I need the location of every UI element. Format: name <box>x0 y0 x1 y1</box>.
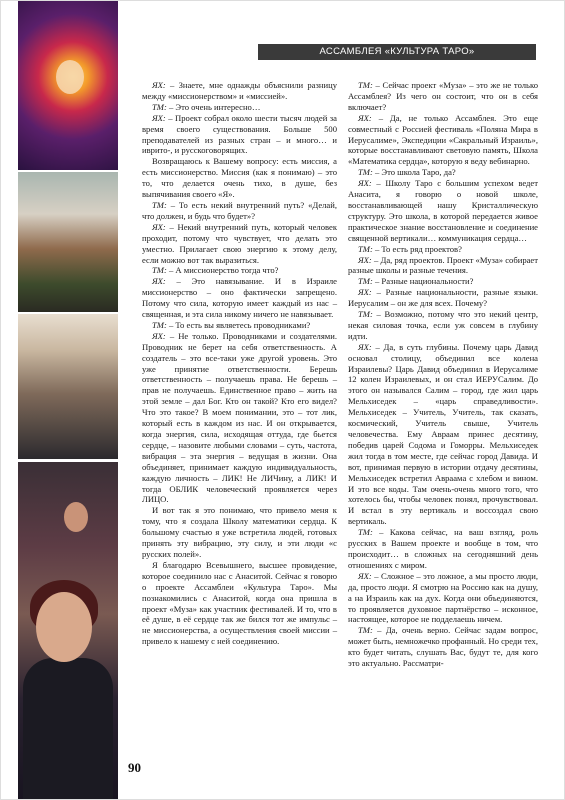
paragraph <box>348 625 538 669</box>
paragraph-text: Возвращаюсь к Вашему вопросу: есть миссия, а есть миссионерство. Миссия (как я понимаю) – это то, что делается очень тихо, в душе, без выпячивания своего «Я». <box>142 156 337 200</box>
paragraph-text: – Это очень интересно… <box>168 101 261 112</box>
paragraph-text: – То есть вы являетесь проводниками? <box>168 319 311 330</box>
speaker-label: ЯХ: <box>152 80 166 90</box>
speaker-label: ТМ: <box>152 265 167 276</box>
speaker-label: ЯХ: <box>358 341 372 352</box>
paragraph <box>348 178 538 243</box>
page-number: 90 <box>128 760 141 775</box>
paragraph-text: – Школу Таро с большим успехом ведет Анасита, я говорю о новой школе, восстанавливающей нашу Кристаллическую структуру. Это школа, в которой передается живое практическое знание восстановление и соединение священной вертикали… коммуникация сердца… <box>348 178 538 243</box>
speaker-portrait-photo <box>18 462 118 800</box>
artwork-face <box>56 60 84 94</box>
paragraph <box>142 200 337 222</box>
speaker-label: ТМ: <box>358 625 373 636</box>
paragraph-text: – То есть ряд проектов? <box>374 243 462 254</box>
paragraph-text: – Сложное – это ложное, а мы просто люди, да, просто люди. Я смотрю на Россию как на душу, а на Израиль как на дух. Когда они объединяются, то проявляется духовное партнёрство – исконное, настоящее, которое не подделаешь ничем. <box>348 570 538 625</box>
paragraph-text: – Некий внутренний путь, который человек проходит, потому что чувствует, что делать это уместно. Прилагает свою энергию к этому делу, если можно вот так выразиться. <box>142 221 337 265</box>
paragraph-text: – Да, очень верно. Сейчас задам вопрос, может быть, немножечко профанный. Но среди тех, кто будет читать, слушать Вас, будут те, для кого это актуально. Рассматри- <box>348 625 538 669</box>
paragraph <box>142 331 337 506</box>
paragraph <box>142 560 337 647</box>
right-text-column <box>348 80 538 669</box>
speaker-label: ЯХ: <box>358 178 372 189</box>
paragraph <box>348 527 538 571</box>
paragraph <box>142 156 337 200</box>
paragraph <box>142 320 337 331</box>
speaker-label: ТМ: <box>358 80 373 90</box>
paragraph-text: – Проект собрал около шести тысяч людей за время своего существования. Больше 500 преподавателей из разных стран – и много… и иврито-, и русскоговорящих. <box>142 112 337 156</box>
speaker-label: ЯХ: <box>152 221 166 232</box>
speaker-label: ЯХ: <box>152 112 166 123</box>
speaker-label: ЯХ: <box>358 112 372 123</box>
speaker-label: ЯХ: <box>358 254 372 265</box>
paragraph-text: – Это школа Таро, да? <box>374 167 456 178</box>
background-person <box>64 502 88 532</box>
speaker-label: ЯХ: <box>152 276 166 287</box>
paragraph <box>348 571 538 626</box>
speaker-label: ТМ: <box>358 167 373 178</box>
paragraph <box>348 342 538 527</box>
speaker-label: ТМ: <box>358 527 373 538</box>
speaker-label: ТМ: <box>152 319 167 330</box>
paragraph <box>142 113 337 157</box>
photo-strip <box>18 0 118 800</box>
paragraph <box>348 80 538 113</box>
speaker-face <box>36 592 92 662</box>
paragraph-text: – Да, не только Ассамблея. Это еще совместный с Россией фестиваль «Поляна Мира в Иерусалиме», Экспедиции «Сакральный Израиль», которые восстанавливают световую память, Школа «Математика сердца», которую я веду вебинарно. <box>348 112 538 167</box>
paragraph-text: – То есть некий внутренний путь? «Делай, что должен, и будь что будет»? <box>142 199 337 221</box>
speaker-label: ТМ: <box>152 101 167 112</box>
paragraph-text: Я благодарю Всевышнего, высшее провидение, которое соединило нас с Анаситой. Сейчас я говорю о проекте Ассамблеи «Культура Таро». Мы познакомились с Анаситой, когда она пришла в проект «Муза» как участник фестивалей. И то, что в её душе, в её сердце так же бился тот же импульс – не миссионерства, а осуществления своей миссии – привело к нашему с ней соединению. <box>142 559 337 647</box>
paragraph <box>142 102 337 113</box>
speaker-label: ЯХ: <box>358 287 372 298</box>
paragraph-text: – Какова сейчас, на ваш взгляд, роль русских в Вашем проекте и вообще в том, что происходит… в сложных на сегодняшний день отношениях с миром. <box>348 527 538 570</box>
section-header: АССАМБЛЕЯ «КУЛЬТУРА ТАРО» <box>258 44 536 60</box>
paragraph-text: – А миссионерство тогда что? <box>168 265 279 276</box>
speaker-label: ЯХ: <box>358 570 372 581</box>
paragraph <box>348 113 538 168</box>
paragraph-text: – Разные национальности? <box>374 276 474 287</box>
event-photo <box>18 314 118 459</box>
paragraph <box>348 244 538 255</box>
building-photo <box>18 172 118 312</box>
paragraph <box>348 167 538 178</box>
paragraph <box>348 287 538 309</box>
speaker-label: ТМ: <box>152 199 167 210</box>
paragraph-text: – Это навязывание. И в Израиле миссионерство – оно фактически запрещено. Потому что сила, которую имеет каждый из нас – священная, и эта сила никому ничего не навязывает. <box>142 276 337 320</box>
paragraph <box>142 505 337 560</box>
speaker-label: ЯХ: <box>152 330 166 341</box>
paragraph <box>142 80 337 102</box>
paragraph <box>348 309 538 342</box>
paragraph <box>142 265 337 276</box>
paragraph-text: – Не только. Проводниками и создателями. Проводник не берет на себя ответственность. А создатель – это все-таки уже другой уровень. Это уже принятие ответственности. Берешь ответственность – получаешь права. Не берешь – прав не получаешь. Единственное право – жить на этой земле – дал Бог. Кто он такой? Кто его видел? Что это такое? В моем понимании, это – тот лик, который есть в каждом из нас. И он открывается, когда энергия, сила, исходящая оттуда, где бьется сердце, – назовите любыми словами – суть, частота, вибрация – эта энергия – ведущая в жизни. Она объединяет, принимает каждую индивидуальность, каждую личность – ЛИК! Не ЛИЧину, а ЛИК! И тогда ОБЛИК человеческий проявляется через ЛИЦО. <box>142 330 337 505</box>
paragraph <box>348 255 538 277</box>
paragraph-text: – Знаете, мне однажды объяснили разницу между «миссионерством» и «миссией». <box>142 80 337 101</box>
speaker-label: ТМ: <box>358 243 373 254</box>
paragraph-text: И вот так я это понимаю, что привело меня к тому, что я создала Школу математики сердца. К большому счастью я уже встретила людей, готовых принять эту вибрацию, эту силу, и эти люди «с русских полей». <box>142 505 337 559</box>
speaker-body <box>23 658 113 800</box>
left-text-column <box>142 80 337 647</box>
paragraph-text: – Да, в суть глубины. Почему царь Давид основал столицу, объединил все колена Израилевы? Царь Давид объединил в Иерусалиме 12 колен Израилевых, и он стал ИЕРУСалим. До этого он назывался Салим – город, где жил царь Мельхиседек – «царь справедливости». Мельхиседек – Учитель, Учитель, так сказать, космический, Учитель свыше, Учитель человечества. Ему Авраам принес десятину, победив царей Содома и Гоморры. Мельхиседек жил тогда в том месте, где сейчас город Давида. И вот, принимая первую в истории отдачу десятины, Мельхиседек встретил Авраама с хлебом и вином. И это все коды. Там очень-очень много того, что хотелось бы, чтобы человек понял, прочувствовал. И встал в эту вертикаль и воссоздал свою вертикаль. <box>348 341 538 527</box>
paragraph-text: – Возможно, потому что это некий центр, некая силовая точка, если уж совсем в глубину идти. <box>348 309 538 341</box>
speaker-label: ТМ: <box>358 276 373 287</box>
paragraph-text: – Да, ряд проектов. Проект «Муза» собирает разные школы и разные течения. <box>348 254 539 276</box>
speaker-label: ТМ: <box>358 309 373 320</box>
paragraph-text: – Разные национальности, разные языки. Иерусалим – он же для всех. Почему? <box>348 287 538 309</box>
tarot-artwork-photo <box>18 0 118 170</box>
paragraph <box>348 276 538 287</box>
paragraph <box>142 276 337 320</box>
paragraph-text: – Сейчас проект «Муза» – это же не только Ассамблея? Из чего он состоит, что он в себя включает? <box>348 80 538 112</box>
paragraph <box>142 222 337 266</box>
